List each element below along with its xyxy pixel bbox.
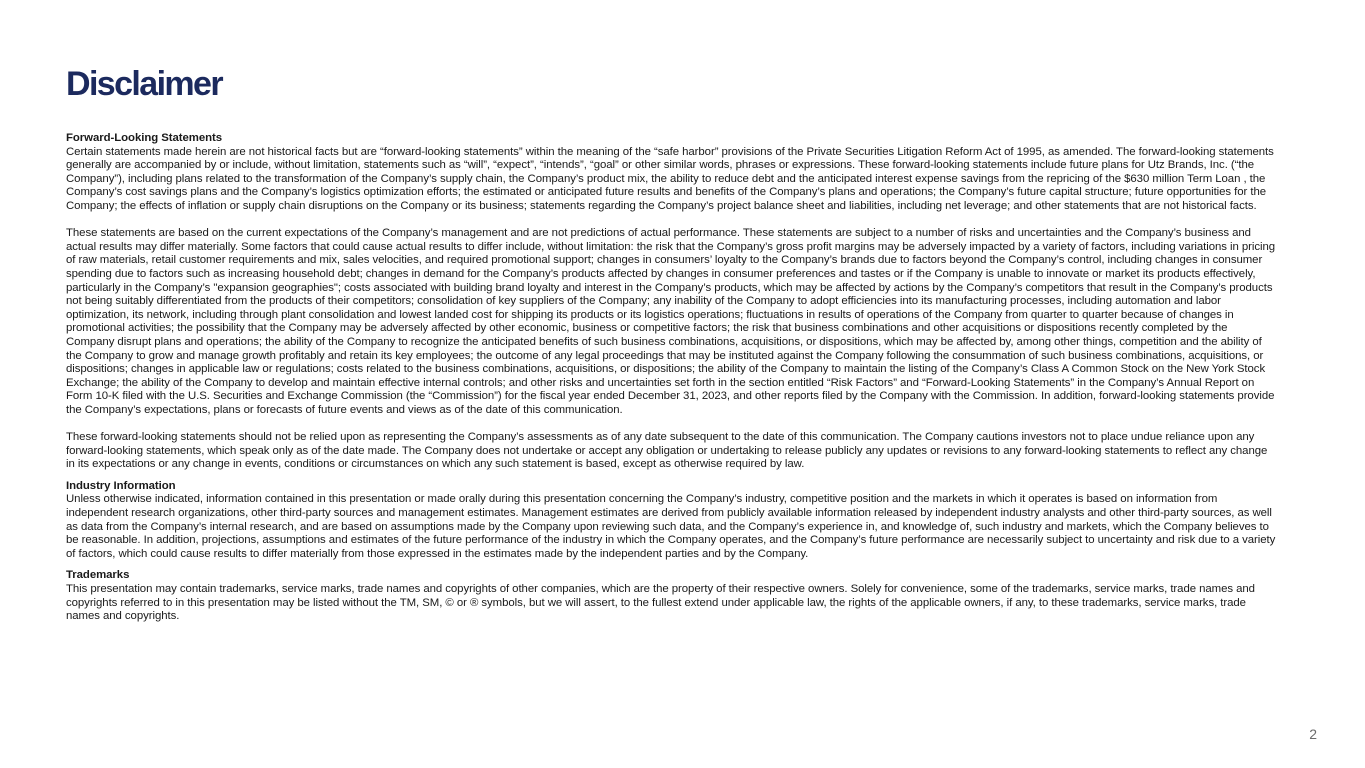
paragraph-spacer [66,417,1276,431]
page-number: 2 [1309,726,1317,742]
industry-heading: Industry Information [66,479,176,492]
trademarks-heading: Trademarks [66,569,130,582]
trademarks-paragraph: This presentation may contain trademarks, service marks, trade names and copyrights of other companies, which are the property of their respective owners. Solely for convenience, some of the trademarks, service marks, trade names and copyrights referred to in this presentation may be listed without the TM, SM, © or ® symbols, but we will assert, to the fullest extend under applicable law, the rights of the applicable owners, if any, to these trademarks, service marks, trade names and copyrights. [66,583,1255,623]
trademarks-section [66,569,1276,623]
forward-looking-section [66,132,1276,472]
industry-section [66,480,1276,562]
forward-looking-heading: Forward-Looking Statements [66,132,223,144]
forward-looking-paragraph-1: Certain statements made herein are not historical facts but are “forward-looking statements” within the meaning of the “safe harbor” provisions of the Private Securities Litigation Reform Act of 1995, as amended. The forward-looking statements generally are accompanied by or include, without limitation, statements such as “will”, “expect”, “intends”, “goal” or other similar words, phrases or expressions. These forward-looking statements include future plans for Utz Brands, Inc. (“the Company”), including plans related to the transformation of the Company’s supply chain, the Company’s product mix, the ability to reduce debt and the anticipated interest expense savings from the repricing of the $630 million Term Loan , the Company’s cost savings plans and the Company’s logistics optimization efforts; the estimated or anticipated future results and benefits of the Company’s plans and operations; the Company’s future capital structure; future opportunities for the Company; the effects of inflation or supply chain disruptions on the Company or its business; statements regarding the Company’s project balance sheet and liabilities, including net leverage; and other statements that are not historical facts. [66,145,1274,212]
forward-looking-paragraph-3: These forward-looking statements should not be relied upon as representing the Company’s assessments as of any date subsequent to the date of this communication. The Company cautions investors not to place undue reliance upon any forward-looking statements, which speak only as of the date made. The Company does not undertake or accept any obligation or undertaking to release publicly any updates or revisions to any forward-looking statements to reflect any change in its expectations or any change in events, conditions or circumstances on which any such statement is based, except as otherwise required by law. [66,431,1268,471]
industry-paragraph: Unless otherwise indicated, information contained in this presentation or made orally during this presentation concerning the Company’s industry, competitive position and the markets in which it operates is based on information from independent research organizations, other third-party sources and management estimates. Management estimates are derived from publicly available information released by independent industry analysts and other third-party sources, as well as data from the Company’s internal research, and are based on assumptions made by the Company upon reviewing such data, and the Company’s experience in, and knowledge of, such industry and markets, which the Company believes to be reasonable. In addition, projections, assumptions and estimates of the future performance of the industry in which the Company operates, and the Company’s future performance are necessarily subject to uncertainty and risk due to a variety of factors, which could cause results to differ materially from those expressed in the estimates made by the independent parties and by the Company. [66,493,1276,560]
section-spacer [66,472,1276,480]
disclaimer-body [66,132,1276,624]
slide-title: Disclaimer [66,65,222,103]
section-spacer [66,561,1276,569]
forward-looking-paragraph-2: These statements are based on the current expectations of the Company’s management and are not predictions of actual performance. These statements are subject to a number of risks and uncertainties and the Company’s business and actual results may differ materially. Some factors that could cause actual results to differ include, without limitation: the risk that the Company’s gross profit margins may be adversely impacted by a variety of factors, including variations in pricing of raw materials, retail customer requirements and mix, sales velocities, and required promotional support; changes in consumers’ loyalty to the Company’s brands due to factors beyond the Company’s control, including changes in consumer spending due to factors such as increasing household debt; changes in demand for the Company’s products affected by changes in consumer preferences and tastes or if the Company is unable to innovate or market its products effectively, particularly in the Company’s "expansion geographies"; costs associated with building brand loyalty and interest in the Company’s products, which may be affected by actions by the Company’s competitors that result in the Company’s products not being suitably differentiated from the products of their competitors; consolidation of key suppliers of the Company; any inability of the Company to adopt efficiencies into its manufacturing processes, including automation and labor optimization, its network, including through plant consolidation and lowest landed cost for shipping its products or its logistics operations; fluctuations in results of operations of the Company from quarter to quarter because of changes in promotional activities; the possibility that the Company may be adversely affected by other economic, business or competitive factors; the risk that business combinations and other acquisitions or dispositions recently completed by the Company disrupt plans and operations; the ability of the Company to recognize the anticipated benefits of such business combinations, acquisitions, or dispositions, which may be affected by, among other things, competition and the ability of the Company to grow and manage growth profitably and retain its key employees; the outcome of any legal proceedings that may be instituted against the Company following the consummation of such business combinations, acquisitions, or dispositions; changes in applicable law or regulations; costs related to the business combinations, acquisitions, or dispositions; the ability of the Company to maintain the listing of the Company’s Class A Common Stock on the New York Stock Exchange; the ability of the Company to develop and maintain effective internal controls; and other risks and uncertainties set forth in the section entitled “Risk Factors” and “Forward-Looking Statements” in the Company’s Annual Report on Form 10-K filed with the U.S. Securities and Exchange Commission (the “Commission”) for the fiscal year ended December 31, 2023, and other reports filed by the Company with the Commission. In addition, forward-looking statements provide the Company’s expectations, plans or forecasts of future events and views as of the date of this communication. [66,227,1276,416]
paragraph-spacer [66,214,1276,228]
